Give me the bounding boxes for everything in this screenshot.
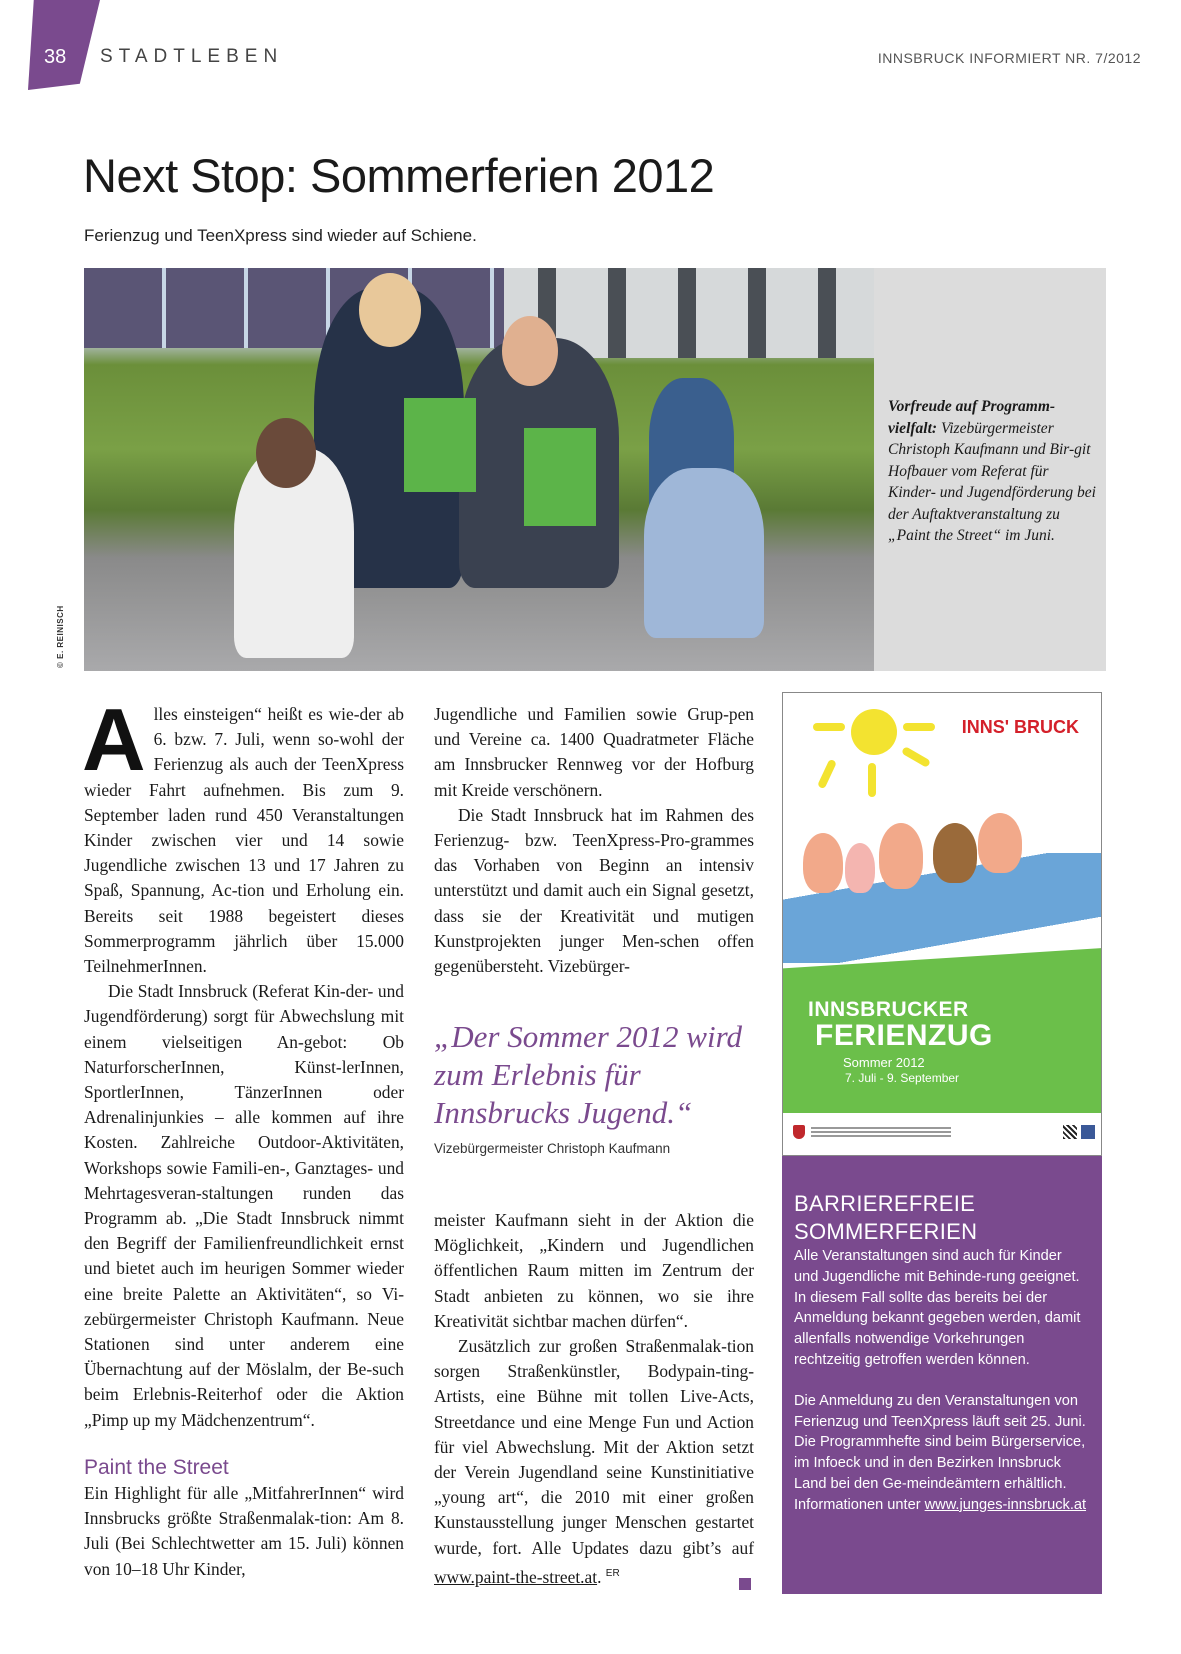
period: . — [597, 1566, 602, 1587]
page-tab-shape — [28, 0, 100, 90]
poster-season: Sommer 2012 — [843, 1055, 925, 1070]
paint-the-street-link[interactable]: www.paint-the-street.at — [434, 1566, 598, 1587]
infobox-paragraph — [794, 1391, 1090, 1516]
author-signature: ER — [605, 1567, 620, 1579]
poster-dates: 7. Juli - 9. September — [845, 1071, 960, 1085]
woman-head — [359, 273, 421, 347]
man-head — [502, 316, 558, 386]
sun-ray — [817, 759, 837, 790]
girl-right-figure — [644, 468, 764, 638]
article-photo — [84, 268, 874, 671]
infobox-paragraph: Alle Veranstaltungen sind auch für Kinder und Jugendliche mit Behinde-rung geeignet. In diesem Fall sollte das bereits bei der Anmeldung bekannt gegeben werden, damit allenfalls notwendige Vorkehrungen rechtzeitig getroffen werden können. — [794, 1248, 1081, 1368]
article-title: Next Stop: Sommerferien 2012 — [83, 149, 715, 202]
heading-line-1: BARRIEREFREIE — [794, 1191, 976, 1216]
infobox-heading — [794, 1190, 1090, 1246]
pull-quote: „Der Sommer 2012 wird zum Erlebnis für Innsbrucks Jugend.“ — [434, 1019, 743, 1130]
fine-print — [811, 1127, 951, 1129]
subheading: Paint the Street — [84, 1455, 229, 1479]
innsbruck-logo: INNS' BRUCK — [961, 717, 1079, 737]
paragraph: lles einsteigen“ heißt es wie-der ab 6. bzw. 7. Juli, wenn so-wohl der Ferienzug als auch der TeenXpress wieder Fahrt aufnehmen. Bis zum 9. September laden rund 450 Veranstaltungen Kinder zwischen vier und 14 sowie Jugendliche zwischen 13 und 17 Jahren zu Spaß, Spannung, Ac-tion und Erholung ein. Bereits seit 1988 begeistert dieses Sommerprogramm jährlich über 15.000 TeilnehmerInnen. — [84, 704, 404, 977]
poster-title-line-2: FERIENZUG — [815, 1019, 993, 1052]
paragraph: Die Stadt Innsbruck (Referat Kin-der- und Jugendförderung) sorgt für Abwechslung mit einem vielseitigen An-gebot: Ob NaturforscherInnen, Künst-lerInnen, SportlerInnen, TänzerInnen oder Adrenalinjunkies – alle kommen auf ihre Kosten. Zahlreiche Outdoor-Aktivitäten, Workshops sowie Famili-en-, Ganztages- und Mehrtagesveran-staltungen runden das Programm ab. „Die Stadt Innsbruck nimmt den Begriff der Familienfreundlichkeit ernst und bietet auch im heurigen Sommer wieder eine breite Palette an Aktivitäten“, so Vi-zebürgermeister Christoph Kaufmann. Neue Stationen sind unter anderem eine Übernachtung auf der Möslalm, der Be-such beim Erlebnis-Reiterhof oder die Aktion „Pimp up my Mädchenzentrum“. — [84, 981, 404, 1430]
pig-illustration — [879, 823, 923, 889]
facebook-icon — [1081, 1125, 1095, 1139]
sun-ray — [868, 763, 876, 797]
drop-cap: A — [82, 690, 146, 789]
paragraph: Die Stadt Innsbruck hat im Rahmen des Ferienzug- bzw. TeenXpress-Pro-grammes das Vorhaben von Beginn an intensiv unterstützt und damit auch ein Signal gesetzt, dass sie der Kreativität und mutigen Kunstprojekten junger Men-schen offen gegenübersteht. Vizebürger- — [434, 804, 754, 977]
pig-illustration — [845, 843, 875, 893]
qr-code-icon — [1063, 1125, 1077, 1139]
quote-attribution: Vizebürgermeister Christoph Kaufmann — [434, 1141, 671, 1156]
poster-footer — [783, 1113, 1102, 1156]
paragraph-text: Zusätzlich zur großen Straßenmalak-tion sorgen Straßenkünstler, Bodypain-ting-Artists, eine Bühne mit tollen Live-Acts, Streetdance und eine Menge Fun und Action für viel Abwechslung. Mit der Aktion setzt der Verein Jugendland seine Kunstinitiative „young art“, die 2010 mit einer großen Kunstausstellung junger Menschen gestartet wurde, fort. Alle Updates dazu gibt’s auf — [434, 1336, 754, 1558]
junges-innsbruck-link[interactable]: www.junges-innsbruck.at — [924, 1496, 1087, 1513]
pig-illustration — [803, 833, 843, 893]
article-subtitle: Ferienzug und TeenXpress sind wieder auf Schiene. — [84, 226, 477, 245]
infobox-paragraph-text: Die Anmeldung zu den Veranstaltungen von Ferienzug und TeenXpress läuft seit 25. Juni. Die Programmhefte sind beim Bürgerservice, im Infoeck und in den Bezirken Innsbruck Land bei den Ge-meindeämtern erhältlich. Informationen unter — [794, 1392, 1086, 1513]
barrier-free-infobox — [782, 1156, 1102, 1594]
issue-label: INNSBRUCK INFORMIERT NR. 7/2012 — [877, 50, 1141, 66]
city-crest-icon — [793, 1125, 805, 1139]
end-of-article-mark — [739, 1578, 751, 1590]
article-column-2-top — [434, 702, 754, 979]
section-label: STADTLEBEN — [100, 46, 284, 67]
article-column-1 — [82, 690, 404, 1582]
paragraph — [434, 1334, 754, 1590]
heading-line-2: SOMMERFERIEN — [794, 1219, 978, 1244]
poster-title-line-1: INNSBRUCKER — [808, 998, 969, 1021]
sun-ray — [901, 746, 931, 768]
sun-icon — [851, 709, 897, 755]
girl-left-head — [256, 418, 316, 488]
photo-credit: © E. REINISCH — [56, 605, 65, 668]
dog-illustration — [933, 823, 977, 883]
page-number: 38 — [44, 46, 67, 68]
sun-ray — [903, 723, 935, 731]
photo-caption — [874, 268, 1106, 671]
paragraph: meister Kaufmann sieht in der Aktion die Möglichkeit, „Kindern und Jugendlichen öffentlichen Raum mitten im Zentrum der Stadt anbieten zu können, wo sie ihre Kreativität sichtbar machen dürfen“. — [434, 1210, 754, 1331]
caption-bold: Vorfreude auf Programm-vielfalt: — [888, 398, 1056, 437]
ferienzug-poster — [782, 692, 1102, 1156]
brochure-left — [404, 398, 476, 492]
sun-ray — [813, 723, 845, 731]
article-column-2-bottom — [434, 1208, 754, 1590]
brochure-right — [524, 428, 596, 526]
paragraph: Jugendliche und Familien sowie Grup-pen und Vereine ca. 1400 Quadratmeter Fläche am Innsbrucker Rennweg vor der Hofburg mit Kreide verschönern. — [434, 704, 754, 800]
paragraph: Ein Highlight für alle „MitfahrerInnen“ wird Innsbrucks größte Straßenmalak-tion: Am 8. Juli (Bei Schlechtwetter am 15. Juli) können von 10–18 Uhr Kinder, — [84, 1482, 404, 1579]
pig-illustration — [978, 813, 1022, 873]
caption-text: Vizebürgermeister Christoph Kaufmann und Bir-git Hofbauer vom Referat für Kinder- und Jugendförderung bei der Auftaktveranstaltung zu „Paint the Street“ im Juni. — [888, 419, 1096, 544]
